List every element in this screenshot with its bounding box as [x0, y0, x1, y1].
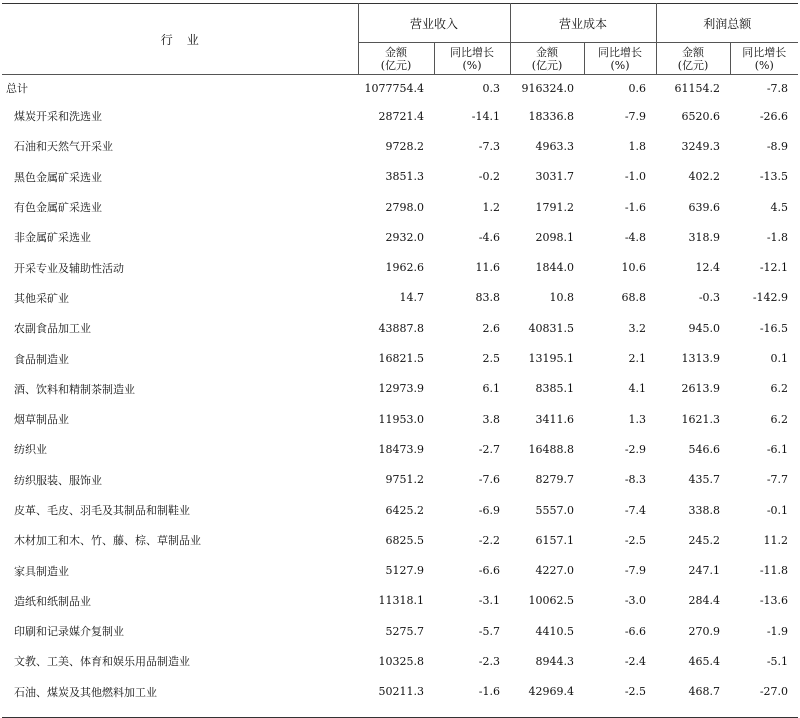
industry-header: 行业: [2, 4, 358, 75]
revenue-amount-cell: 9751.2: [385, 473, 424, 487]
profit-header: 利润总额: [656, 4, 798, 43]
profit-amount-cell: 338.8: [688, 503, 721, 517]
cost-growth-cell: -2.9: [624, 442, 647, 456]
cost-growth-cell: -8.3: [624, 473, 647, 487]
profit-amount-cell: 61154.2: [674, 81, 721, 95]
table-row: [2, 252, 798, 282]
cost-growth-cell: -2.5: [624, 533, 647, 547]
profit-growth-header: 同比增长 (%): [730, 43, 798, 75]
revenue-amount-cell: 43887.8: [378, 321, 424, 335]
revenue-growth-cell: 11.6: [475, 261, 501, 275]
revenue-amount-cell: 28721.4: [378, 109, 424, 123]
revenue-growth-cell: 2.5: [482, 352, 501, 366]
cost-amount-header: 金额 (亿元): [510, 43, 584, 75]
cost-amount-cell: 16488.8: [528, 442, 575, 456]
revenue-amount-cell: 18473.9: [378, 442, 424, 456]
revenue-growth-cell: -1.6: [478, 685, 501, 699]
table-row: [2, 525, 798, 555]
cost-growth-cell: 0.6: [628, 81, 647, 95]
industry-name-cell: 纺织业: [14, 443, 47, 457]
cost-amount-cell: 2098.1: [535, 230, 575, 244]
profit-amount-cell: 1313.9: [681, 352, 721, 366]
cost-growth-cell: 10.6: [621, 261, 647, 275]
cost-growth-cell: -7.9: [624, 109, 647, 123]
cost-amount-cell: 4227.0: [535, 564, 575, 578]
industry-name-cell: 皮革、毛皮、羽毛及其制品和制鞋业: [14, 504, 190, 517]
revenue-growth-cell: -2.2: [478, 533, 501, 547]
cost-amount-cell: 6157.1: [535, 533, 575, 547]
industry-name-cell: 酒、饮料和精制茶制造业: [14, 382, 135, 396]
revenue-header: 营业收入: [358, 4, 510, 43]
profit-growth-cell: -27.0: [759, 685, 789, 699]
table-row: [2, 555, 798, 585]
cost-amount-cell: 10.8: [549, 291, 575, 305]
revenue-amount-cell: 9728.2: [385, 139, 424, 153]
revenue-growth-cell: 3.8: [482, 412, 501, 426]
revenue-growth-cell: 83.8: [475, 291, 501, 305]
revenue-growth-cell: -2.3: [478, 654, 501, 668]
profit-growth-cell: -5.1: [766, 654, 789, 668]
table-row: [2, 283, 798, 313]
cost-amount-cell: 916324.0: [521, 81, 575, 95]
cost-amount-cell: 4963.3: [535, 139, 575, 153]
profit-amount-cell: 12.4: [695, 261, 721, 275]
table-row: [2, 343, 798, 373]
revenue-amount-cell: 11318.1: [378, 594, 424, 608]
profit-growth-cell: -13.6: [759, 594, 789, 608]
profit-growth-cell: -13.5: [759, 170, 789, 184]
revenue-growth-cell: -7.6: [478, 473, 501, 487]
profit-growth-cell: -11.8: [759, 564, 789, 578]
cost-amount-cell: 1791.2: [535, 200, 575, 214]
cost-growth-cell: 1.3: [628, 412, 647, 426]
cost-amount-cell: 1844.0: [535, 261, 575, 275]
profit-amount-cell: 402.2: [688, 170, 721, 184]
table-row: [2, 495, 798, 525]
cost-amount-cell: 3031.7: [535, 170, 575, 184]
cost-growth-cell: -2.4: [624, 654, 647, 668]
cost-amount-cell: 13195.1: [528, 352, 575, 366]
profit-amount-cell: 945.0: [688, 321, 721, 335]
table-row: [2, 646, 798, 676]
cost-growth-header: 同比增长 (%): [584, 43, 656, 75]
revenue-amount-cell: 50211.3: [378, 685, 424, 699]
revenue-growth-cell: -14.1: [471, 109, 501, 123]
revenue-growth-cell: -2.7: [478, 442, 501, 456]
industry-name-cell: 纺织服装、服饰业: [14, 473, 102, 487]
industry-name-cell: 石油和天然气开采业: [14, 140, 113, 154]
cost-growth-cell: 2.1: [628, 352, 647, 366]
revenue-growth-cell: 0.3: [482, 81, 501, 95]
revenue-amount-cell: 16821.5: [378, 352, 424, 366]
table-row: [2, 465, 798, 495]
profit-amount-cell: 546.6: [688, 442, 721, 456]
profit-growth-cell: -12.1: [759, 261, 789, 275]
revenue-amount-cell: 3851.3: [385, 170, 424, 184]
industry-name-cell: 总计: [6, 82, 28, 95]
industry-name-cell: 煤炭开采和洗选业: [14, 110, 102, 124]
profit-amount-cell: 2613.9: [681, 382, 721, 396]
table-row: [2, 586, 798, 616]
industry-name-cell: 开采专业及辅助性活动: [14, 261, 124, 275]
table-row: [2, 131, 798, 161]
profit-growth-cell: -1.9: [766, 624, 789, 638]
revenue-growth-cell: -6.6: [478, 564, 501, 578]
industry-name-cell: 木材加工和木、竹、藤、棕、草制品业: [14, 534, 201, 548]
profit-amount-cell: -0.3: [698, 291, 721, 305]
table-row: [2, 162, 798, 192]
cost-amount-cell: 40831.5: [528, 321, 575, 335]
revenue-amount-cell: 2932.0: [385, 230, 424, 244]
industry-name-cell: 非金属矿采选业: [14, 231, 91, 245]
cost-amount-cell: 10062.5: [528, 594, 575, 608]
cost-growth-cell: 4.1: [628, 382, 647, 396]
cost-amount-cell: 8385.1: [535, 382, 575, 396]
cost-growth-cell: -1.0: [624, 170, 647, 184]
cost-amount-cell: 18336.8: [528, 109, 575, 123]
revenue-amount-cell: 6425.2: [385, 503, 424, 517]
profit-growth-cell: -1.8: [766, 230, 789, 244]
profit-amount-cell: 245.2: [688, 533, 721, 547]
profit-growth-cell: 6.2: [770, 382, 789, 396]
profit-amount-cell: 465.4: [688, 654, 721, 668]
table-row: [2, 404, 798, 434]
profit-growth-cell: -142.9: [752, 291, 789, 305]
profit-amount-cell: 270.9: [688, 624, 721, 638]
cost-growth-cell: -6.6: [624, 624, 647, 638]
revenue-growth-cell: -4.6: [478, 230, 501, 244]
revenue-growth-header: 同比增长 (%): [434, 43, 510, 75]
cost-growth-cell: 68.8: [621, 291, 647, 305]
table-row: [2, 434, 798, 464]
profit-growth-cell: 0.1: [770, 352, 789, 366]
revenue-growth-cell: -3.1: [478, 594, 501, 608]
revenue-amount-cell: 5275.7: [385, 624, 424, 638]
profit-amount-cell: 247.1: [688, 564, 721, 578]
industry-name-cell: 有色金属矿采选业: [14, 201, 102, 215]
cost-growth-cell: -1.6: [624, 200, 647, 214]
industry-name-cell: 烟草制品业: [14, 413, 69, 427]
profit-growth-cell: 6.2: [770, 412, 789, 426]
cost-amount-cell: 8279.7: [535, 473, 575, 487]
revenue-growth-cell: -5.7: [478, 624, 501, 638]
profit-amount-cell: 318.9: [688, 230, 721, 244]
profit-growth-cell: -26.6: [759, 109, 789, 123]
cost-amount-cell: 8944.3: [535, 654, 575, 668]
cost-amount-cell: 42969.4: [528, 685, 575, 699]
industry-financial-table: [2, 3, 798, 707]
revenue-growth-cell: -0.2: [478, 170, 501, 184]
revenue-growth-cell: 1.2: [482, 200, 501, 214]
revenue-amount-header: 金额 (亿元): [358, 43, 434, 75]
profit-growth-cell: -6.1: [766, 442, 789, 456]
profit-amount-cell: 639.6: [688, 200, 721, 214]
industry-name-cell: 家具制造业: [14, 564, 69, 578]
revenue-amount-cell: 11953.0: [378, 412, 424, 426]
profit-growth-cell: 11.2: [763, 533, 789, 547]
industry-name-cell: 文教、工美、体育和娱乐用品制造业: [14, 655, 190, 669]
cost-growth-cell: 3.2: [628, 321, 647, 335]
profit-growth-cell: -0.1: [766, 503, 789, 517]
cost-growth-cell: 1.8: [628, 139, 647, 153]
cost-growth-cell: -4.8: [624, 230, 647, 244]
profit-amount-cell: 284.4: [688, 594, 721, 608]
revenue-amount-cell: 2798.0: [385, 200, 424, 214]
cost-amount-cell: 4410.5: [535, 624, 575, 638]
cost-header: 营业成本: [510, 4, 656, 43]
table-body: [2, 75, 798, 707]
revenue-growth-cell: 2.6: [482, 321, 501, 335]
profit-amount-cell: 1621.3: [681, 412, 721, 426]
table-row: [2, 75, 798, 102]
revenue-amount-cell: 1077754.4: [364, 81, 424, 95]
revenue-growth-cell: -6.9: [478, 503, 501, 517]
cost-amount-cell: 3411.6: [535, 412, 575, 426]
industry-name-cell: 印刷和记录媒介复制业: [14, 625, 124, 639]
cost-amount-cell: 5557.0: [535, 503, 575, 517]
table-row: [2, 101, 798, 131]
profit-growth-cell: -16.5: [759, 321, 789, 335]
cost-growth-cell: -7.4: [624, 503, 647, 517]
table-row: [2, 313, 798, 343]
industry-name-cell: 黑色金属矿采选业: [14, 170, 102, 184]
profit-amount-cell: 435.7: [688, 473, 721, 487]
industry-name-cell: 农副食品加工业: [14, 322, 91, 336]
industry-name-cell: 石油、煤炭及其他燃料加工业: [14, 685, 157, 699]
table-row: [2, 677, 798, 707]
revenue-amount-cell: 6825.5: [385, 533, 424, 547]
table-row: [2, 374, 798, 404]
industry-name-cell: 其他采矿业: [14, 291, 69, 305]
revenue-amount-cell: 5127.9: [385, 564, 424, 578]
table-header: [2, 4, 798, 75]
revenue-growth-cell: 6.1: [482, 382, 501, 396]
profit-growth-cell: -8.9: [766, 139, 789, 153]
revenue-amount-cell: 10325.8: [378, 654, 424, 668]
cost-growth-cell: -7.9: [624, 564, 647, 578]
table-row: [2, 616, 798, 646]
profit-amount-cell: 468.7: [688, 685, 721, 699]
profit-amount-cell: 6520.6: [681, 109, 721, 123]
revenue-amount-cell: 1962.6: [385, 261, 424, 275]
profit-amount-cell: 3249.3: [681, 139, 721, 153]
table-row: [2, 192, 798, 222]
profit-growth-cell: -7.8: [766, 81, 789, 95]
revenue-amount-cell: 12973.9: [378, 382, 424, 396]
cost-growth-cell: -2.5: [624, 685, 647, 699]
revenue-growth-cell: -7.3: [478, 139, 501, 153]
revenue-amount-cell: 14.7: [399, 291, 424, 305]
cost-growth-cell: -3.0: [624, 594, 647, 608]
industry-name-cell: 造纸和纸制品业: [14, 594, 91, 608]
profit-growth-cell: -7.7: [766, 473, 789, 487]
table-row: [2, 222, 798, 252]
profit-amount-header: 金额 (亿元): [656, 43, 730, 75]
industry-name-cell: 食品制造业: [14, 352, 69, 366]
profit-growth-cell: 4.5: [770, 200, 789, 214]
